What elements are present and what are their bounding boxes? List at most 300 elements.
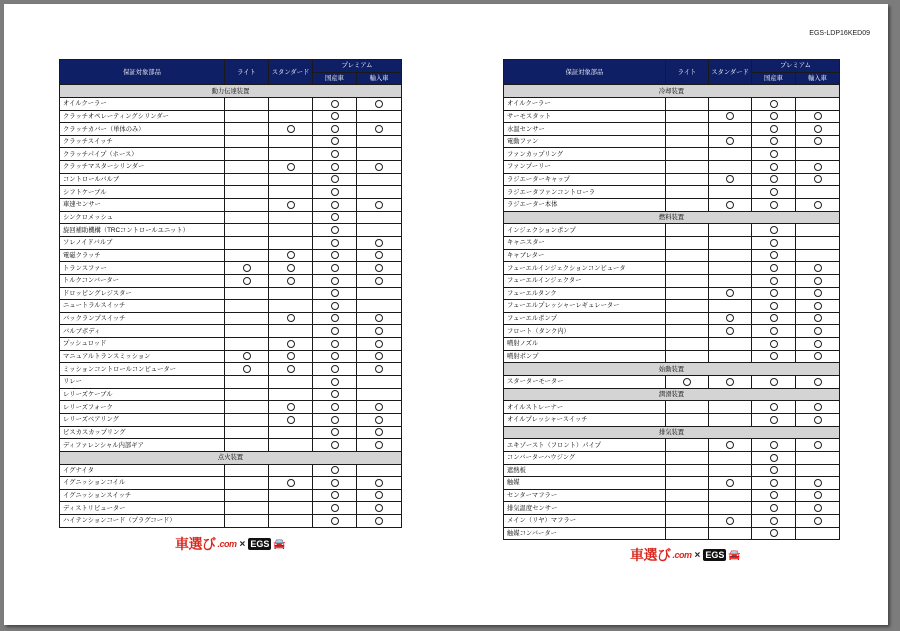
covered-mark-icon xyxy=(726,289,734,297)
coverage-lite xyxy=(225,186,269,199)
table-row xyxy=(60,388,402,401)
header-lite: ライト xyxy=(225,60,269,85)
coverage-imported xyxy=(357,135,402,148)
coverage-domestic xyxy=(752,287,796,300)
coverage-domestic xyxy=(313,413,357,426)
covered-mark-icon xyxy=(375,201,383,209)
coverage-lite xyxy=(666,274,709,287)
coverage-domestic xyxy=(313,439,357,452)
part-name: バックランプスイッチ xyxy=(60,312,225,325)
table-row xyxy=(504,527,840,540)
coverage-standard xyxy=(709,199,752,212)
coverage-standard xyxy=(709,376,752,389)
coverage-standard xyxy=(269,439,313,452)
coverage-standard xyxy=(709,249,752,262)
covered-mark-icon xyxy=(770,289,778,297)
coverage-domestic xyxy=(313,135,357,148)
part-name: センターマフラー xyxy=(504,489,666,502)
coverage-imported xyxy=(357,439,402,452)
coverage-domestic xyxy=(752,274,796,287)
coverage-lite xyxy=(225,502,269,515)
section-row xyxy=(60,85,402,98)
coverage-lite xyxy=(666,502,709,515)
part-name: バルブボディ xyxy=(60,325,225,338)
part-name: イグニッションスイッチ xyxy=(60,489,225,502)
coverage-standard xyxy=(709,401,752,414)
covered-mark-icon xyxy=(726,175,734,183)
coverage-domestic xyxy=(313,274,357,287)
header-imported: 輸入車 xyxy=(357,72,402,85)
coverage-domestic xyxy=(752,325,796,338)
covered-mark-icon xyxy=(770,454,778,462)
covered-mark-icon xyxy=(331,150,339,158)
table-row xyxy=(504,97,840,110)
table-row xyxy=(504,464,840,477)
coverage-standard xyxy=(269,186,313,199)
coverage-domestic xyxy=(752,148,796,161)
coverage-standard xyxy=(269,173,313,186)
coverage-domestic xyxy=(313,489,357,502)
header-lite: ライト xyxy=(666,60,709,85)
coverage-imported xyxy=(357,186,402,199)
section-row xyxy=(60,451,402,464)
covered-mark-icon xyxy=(814,163,822,171)
table-row xyxy=(60,274,402,287)
header-imported: 輸入車 xyxy=(796,72,840,85)
covered-mark-icon xyxy=(287,416,295,424)
part-name: ラジエーターキャップ xyxy=(504,173,666,186)
coverage-domestic xyxy=(313,363,357,376)
table-row xyxy=(60,401,402,414)
coverage-domestic xyxy=(752,489,796,502)
table-row xyxy=(504,186,840,199)
covered-mark-icon xyxy=(814,125,822,133)
coverage-standard xyxy=(709,350,752,363)
covered-mark-icon xyxy=(814,201,822,209)
part-name: トランスファー xyxy=(60,262,225,275)
coverage-lite xyxy=(225,287,269,300)
section-row xyxy=(504,388,840,401)
coverage-lite xyxy=(225,413,269,426)
coverage-domestic xyxy=(752,527,796,540)
covered-mark-icon xyxy=(770,112,778,120)
covered-mark-icon xyxy=(331,201,339,209)
coverage-standard xyxy=(269,376,313,389)
section-title: 潤滑装置 xyxy=(504,388,840,401)
part-name: オイルクーラー xyxy=(60,97,225,110)
coverage-imported xyxy=(357,413,402,426)
egs-logo: EGS xyxy=(250,539,270,549)
right-table-body xyxy=(504,85,840,540)
part-name: プッシュロッド xyxy=(60,338,225,351)
covered-mark-icon xyxy=(770,100,778,108)
covered-mark-icon xyxy=(375,352,383,360)
covered-mark-icon xyxy=(287,479,295,487)
coverage-imported xyxy=(357,123,402,136)
table-row xyxy=(60,515,402,528)
coverage-standard xyxy=(269,350,313,363)
coverage-domestic xyxy=(752,262,796,275)
covered-mark-icon xyxy=(375,277,383,285)
coverage-imported xyxy=(357,489,402,502)
table-row xyxy=(504,224,840,237)
document-id: EGS-LDP16KED09 xyxy=(809,30,870,37)
section-row xyxy=(504,426,840,439)
covered-mark-icon xyxy=(375,479,383,487)
table-row xyxy=(60,249,402,262)
coverage-domestic xyxy=(752,300,796,313)
coverage-domestic xyxy=(752,401,796,414)
covered-mark-icon xyxy=(770,504,778,512)
coverage-domestic xyxy=(752,123,796,136)
coverage-imported xyxy=(357,148,402,161)
table-row xyxy=(504,489,840,502)
coverage-lite xyxy=(225,376,269,389)
coverage-domestic xyxy=(752,110,796,123)
coverage-lite xyxy=(225,161,269,174)
covered-mark-icon xyxy=(375,416,383,424)
table-row xyxy=(504,477,840,490)
covered-mark-icon xyxy=(243,277,251,285)
coverage-lite xyxy=(225,489,269,502)
table-row xyxy=(60,350,402,363)
header-premium: プレミアム xyxy=(752,60,840,73)
coverage-imported xyxy=(796,148,840,161)
coverage-imported xyxy=(796,300,840,313)
covered-mark-icon xyxy=(375,100,383,108)
coverage-standard xyxy=(709,413,752,426)
part-name: キャブレター xyxy=(504,249,666,262)
coverage-lite xyxy=(666,287,709,300)
part-name: ソレノイドバルブ xyxy=(60,236,225,249)
part-name: クラッチスイッチ xyxy=(60,135,225,148)
table-row xyxy=(504,173,840,186)
coverage-imported xyxy=(796,502,840,515)
table-row xyxy=(504,161,840,174)
table-row xyxy=(60,135,402,148)
coverage-imported xyxy=(796,515,840,528)
coverage-standard xyxy=(269,249,313,262)
coverage-standard xyxy=(709,464,752,477)
covered-mark-icon xyxy=(287,125,295,133)
covered-mark-icon xyxy=(726,112,734,120)
coverage-lite xyxy=(225,110,269,123)
covered-mark-icon xyxy=(287,352,295,360)
coverage-lite xyxy=(666,439,709,452)
section-title: 動力伝達装置 xyxy=(60,85,402,98)
egs-logo: EGS xyxy=(705,550,725,560)
header-standard: スタンダード xyxy=(709,60,752,85)
covered-mark-icon xyxy=(814,340,822,348)
table-row xyxy=(60,300,402,313)
coverage-domestic xyxy=(313,262,357,275)
coverage-lite xyxy=(666,135,709,148)
coverage-standard xyxy=(269,426,313,439)
logo-times: × xyxy=(239,538,246,550)
coverage-standard xyxy=(269,135,313,148)
coverage-imported xyxy=(357,224,402,237)
section-title: 冷却装置 xyxy=(504,85,840,98)
covered-mark-icon xyxy=(331,352,339,360)
covered-mark-icon xyxy=(814,378,822,386)
coverage-standard xyxy=(269,325,313,338)
coverage-domestic xyxy=(313,401,357,414)
part-name: ファンカップリング xyxy=(504,148,666,161)
coverage-lite xyxy=(666,123,709,136)
coverage-standard xyxy=(709,110,752,123)
coverage-lite xyxy=(666,350,709,363)
covered-mark-icon xyxy=(331,125,339,133)
coverage-imported xyxy=(796,186,840,199)
coverage-imported xyxy=(796,439,840,452)
table-row xyxy=(504,413,840,426)
coverage-lite xyxy=(666,489,709,502)
coverage-standard xyxy=(709,148,752,161)
table-row xyxy=(60,464,402,477)
coverage-standard xyxy=(269,97,313,110)
coverage-domestic xyxy=(752,312,796,325)
coverage-domestic xyxy=(752,464,796,477)
coverage-domestic xyxy=(313,502,357,515)
table-row xyxy=(60,97,402,110)
coverage-imported xyxy=(357,388,402,401)
coverage-lite xyxy=(666,173,709,186)
coverage-standard xyxy=(269,464,313,477)
part-name: 排気温度センサー xyxy=(504,502,666,515)
coverage-lite xyxy=(666,300,709,313)
coverage-standard xyxy=(269,211,313,224)
coverage-imported xyxy=(796,413,840,426)
covered-mark-icon xyxy=(814,352,822,360)
coverage-domestic xyxy=(752,515,796,528)
covered-mark-icon xyxy=(375,251,383,259)
coverage-lite xyxy=(225,439,269,452)
part-name: 触媒 xyxy=(504,477,666,490)
table-row xyxy=(504,236,840,249)
part-name: イグナイタ xyxy=(60,464,225,477)
covered-mark-icon xyxy=(726,378,734,386)
table-row xyxy=(504,199,840,212)
coverage-lite xyxy=(225,401,269,414)
covered-mark-icon xyxy=(814,137,822,145)
covered-mark-icon xyxy=(331,226,339,234)
part-name: シンクロメッシュ xyxy=(60,211,225,224)
covered-mark-icon xyxy=(331,327,339,335)
part-name: スターターモーター xyxy=(504,376,666,389)
part-name: ニュートラルスイッチ xyxy=(60,300,225,313)
table-row xyxy=(60,110,402,123)
part-name: インジェクションポンプ xyxy=(504,224,666,237)
covered-mark-icon xyxy=(375,517,383,525)
part-name: リレー xyxy=(60,376,225,389)
coverage-domestic xyxy=(752,135,796,148)
coverage-imported xyxy=(357,325,402,338)
coverage-standard xyxy=(709,287,752,300)
header-domestic: 国産車 xyxy=(752,72,796,85)
coverage-lite xyxy=(225,300,269,313)
covered-mark-icon xyxy=(814,327,822,335)
part-name: トルクコンバーター xyxy=(60,274,225,287)
part-name: 水温センサー xyxy=(504,123,666,136)
part-name: ファンプーリー xyxy=(504,161,666,174)
coverage-standard xyxy=(709,439,752,452)
coverage-imported xyxy=(357,211,402,224)
brand-logo-domain: .com xyxy=(672,550,692,560)
part-name: クラッチマスターシリンダー xyxy=(60,161,225,174)
covered-mark-icon xyxy=(287,314,295,322)
section-title: 点火装置 xyxy=(60,451,402,464)
covered-mark-icon xyxy=(331,441,339,449)
coverage-standard xyxy=(269,274,313,287)
coverage-lite xyxy=(225,477,269,490)
covered-mark-icon xyxy=(770,378,778,386)
coverage-standard xyxy=(269,477,313,490)
coverage-lite xyxy=(225,199,269,212)
coverage-standard xyxy=(269,388,313,401)
covered-mark-icon xyxy=(683,378,691,386)
table-row xyxy=(504,300,840,313)
covered-mark-icon xyxy=(770,529,778,537)
covered-mark-icon xyxy=(814,264,822,272)
coverage-standard xyxy=(269,148,313,161)
coverage-domestic xyxy=(313,148,357,161)
coverage-imported xyxy=(796,173,840,186)
right-footer-logo xyxy=(630,545,741,565)
covered-mark-icon xyxy=(287,163,295,171)
coverage-imported xyxy=(796,236,840,249)
logo-times: × xyxy=(694,549,701,561)
coverage-standard xyxy=(709,312,752,325)
covered-mark-icon xyxy=(814,517,822,525)
coverage-lite xyxy=(225,211,269,224)
covered-mark-icon xyxy=(331,213,339,221)
covered-mark-icon xyxy=(287,277,295,285)
coverage-standard xyxy=(709,489,752,502)
coverage-domestic xyxy=(313,97,357,110)
covered-mark-icon xyxy=(375,428,383,436)
part-name: コントロールバルブ xyxy=(60,173,225,186)
coverage-lite xyxy=(666,262,709,275)
covered-mark-icon xyxy=(770,226,778,234)
coverage-imported xyxy=(357,338,402,351)
part-name: シフトケーブル xyxy=(60,186,225,199)
coverage-imported xyxy=(796,464,840,477)
covered-mark-icon xyxy=(331,277,339,285)
covered-mark-icon xyxy=(375,491,383,499)
part-name: ラジエータファンコントローラ xyxy=(504,186,666,199)
covered-mark-icon xyxy=(331,378,339,386)
coverage-lite xyxy=(225,224,269,237)
coverage-domestic xyxy=(313,287,357,300)
car-icon: 🚘 xyxy=(273,538,286,550)
covered-mark-icon xyxy=(287,251,295,259)
covered-mark-icon xyxy=(814,441,822,449)
covered-mark-icon xyxy=(770,251,778,259)
coverage-lite xyxy=(666,148,709,161)
coverage-imported xyxy=(796,376,840,389)
part-name: レリーズケーブル xyxy=(60,388,225,401)
covered-mark-icon xyxy=(331,163,339,171)
coverage-lite xyxy=(666,376,709,389)
coverage-imported xyxy=(796,123,840,136)
coverage-domestic xyxy=(313,388,357,401)
covered-mark-icon xyxy=(243,264,251,272)
table-row xyxy=(504,325,840,338)
part-name: 遮熱板 xyxy=(504,464,666,477)
coverage-domestic xyxy=(752,376,796,389)
coverage-standard xyxy=(709,186,752,199)
covered-mark-icon xyxy=(331,340,339,348)
part-name: フューエルプレッシャーレギュレーター xyxy=(504,300,666,313)
section-title: 燃料装置 xyxy=(504,211,840,224)
coverage-standard xyxy=(709,338,752,351)
coverage-imported xyxy=(796,350,840,363)
part-name: オイルストレーナー xyxy=(504,401,666,414)
table-row xyxy=(504,350,840,363)
coverage-standard xyxy=(269,262,313,275)
part-name: フューエルタンク xyxy=(504,287,666,300)
part-name: オイルプレッシャースイッチ xyxy=(504,413,666,426)
header-part: 保証対象部品 xyxy=(60,60,225,85)
table-row xyxy=(60,477,402,490)
document-page xyxy=(4,4,888,625)
covered-mark-icon xyxy=(331,175,339,183)
covered-mark-icon xyxy=(375,403,383,411)
covered-mark-icon xyxy=(331,264,339,272)
covered-mark-icon xyxy=(331,251,339,259)
coverage-lite xyxy=(666,413,709,426)
coverage-standard xyxy=(709,477,752,490)
coverage-imported xyxy=(357,173,402,186)
covered-mark-icon xyxy=(375,125,383,133)
part-name: オイルクーラー xyxy=(504,97,666,110)
covered-mark-icon xyxy=(375,314,383,322)
coverage-domestic xyxy=(313,300,357,313)
coverage-standard xyxy=(709,224,752,237)
table-row xyxy=(504,262,840,275)
coverage-lite xyxy=(225,236,269,249)
coverage-domestic xyxy=(752,199,796,212)
coverage-lite xyxy=(225,363,269,376)
coverage-domestic xyxy=(752,186,796,199)
coverage-lite xyxy=(225,249,269,262)
covered-mark-icon xyxy=(770,403,778,411)
right-coverage-table xyxy=(503,59,840,540)
covered-mark-icon xyxy=(770,175,778,183)
coverage-imported xyxy=(357,161,402,174)
coverage-imported xyxy=(796,451,840,464)
table-row xyxy=(60,211,402,224)
coverage-lite xyxy=(666,110,709,123)
coverage-imported xyxy=(357,110,402,123)
coverage-standard xyxy=(709,515,752,528)
covered-mark-icon xyxy=(770,340,778,348)
coverage-standard xyxy=(269,312,313,325)
coverage-lite xyxy=(225,515,269,528)
coverage-standard xyxy=(269,413,313,426)
covered-mark-icon xyxy=(770,201,778,209)
part-name: クラッチカバー（単体のみ） xyxy=(60,123,225,136)
coverage-lite xyxy=(225,325,269,338)
part-name: ハイテンションコード（プラグコード） xyxy=(60,515,225,528)
coverage-domestic xyxy=(752,502,796,515)
part-name: 旋回補助機構（TRCコントロールユニット） xyxy=(60,224,225,237)
coverage-imported xyxy=(357,401,402,414)
coverage-imported xyxy=(796,477,840,490)
covered-mark-icon xyxy=(814,302,822,310)
coverage-lite xyxy=(666,249,709,262)
covered-mark-icon xyxy=(331,479,339,487)
